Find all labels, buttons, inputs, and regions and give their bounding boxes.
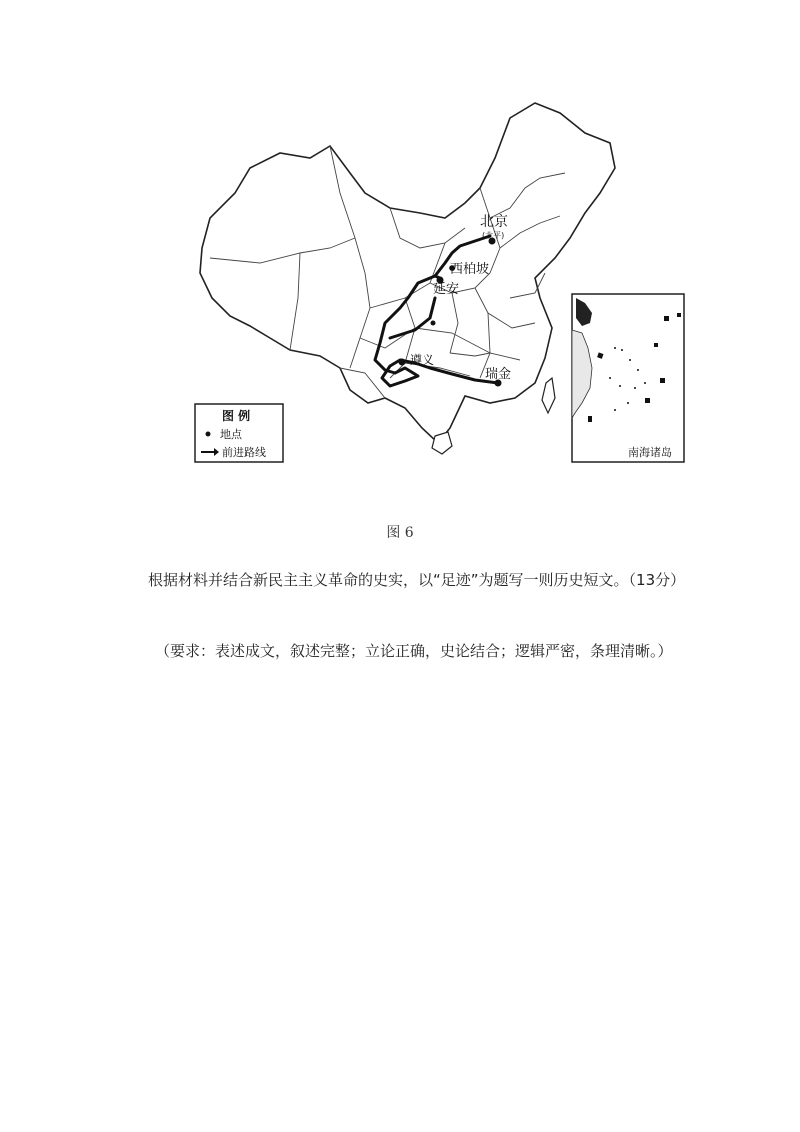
inset-label: 南海诸岛 <box>628 446 672 459</box>
south-china-sea-inset <box>572 294 684 462</box>
china-map <box>190 98 690 468</box>
taiwan-island <box>542 378 555 413</box>
china-map-figure <box>190 98 690 468</box>
zunyi-label: 遵义 <box>410 353 435 367</box>
beijing-label: 北京 <box>480 214 508 230</box>
legend-route-label: 前进路线 <box>222 446 266 459</box>
beiping-label: (北平) <box>482 231 505 240</box>
map-legend <box>195 404 283 462</box>
ruijin-label: 瑞金 <box>485 367 512 382</box>
legend-point-icon <box>206 432 211 437</box>
yanan-label: 延安 <box>433 282 460 297</box>
figure-caption: 图 6 <box>386 525 414 541</box>
legend-point-label: 地点 <box>220 428 242 441</box>
zunyi-marker <box>399 359 406 366</box>
legend-title: 图 例 <box>222 409 251 423</box>
xibaipo-label: 西柏坡 <box>450 262 490 277</box>
requirement-text: （要求：表述成文，叙述完整；立论正确，史论结合；逻辑严密，条理清晰。） <box>155 642 673 660</box>
other-marker <box>431 321 436 326</box>
question-text: 根据材料并结合新民主主义革命的史实，以“足迹”为题写一则历史短文。（13分） <box>148 571 686 589</box>
